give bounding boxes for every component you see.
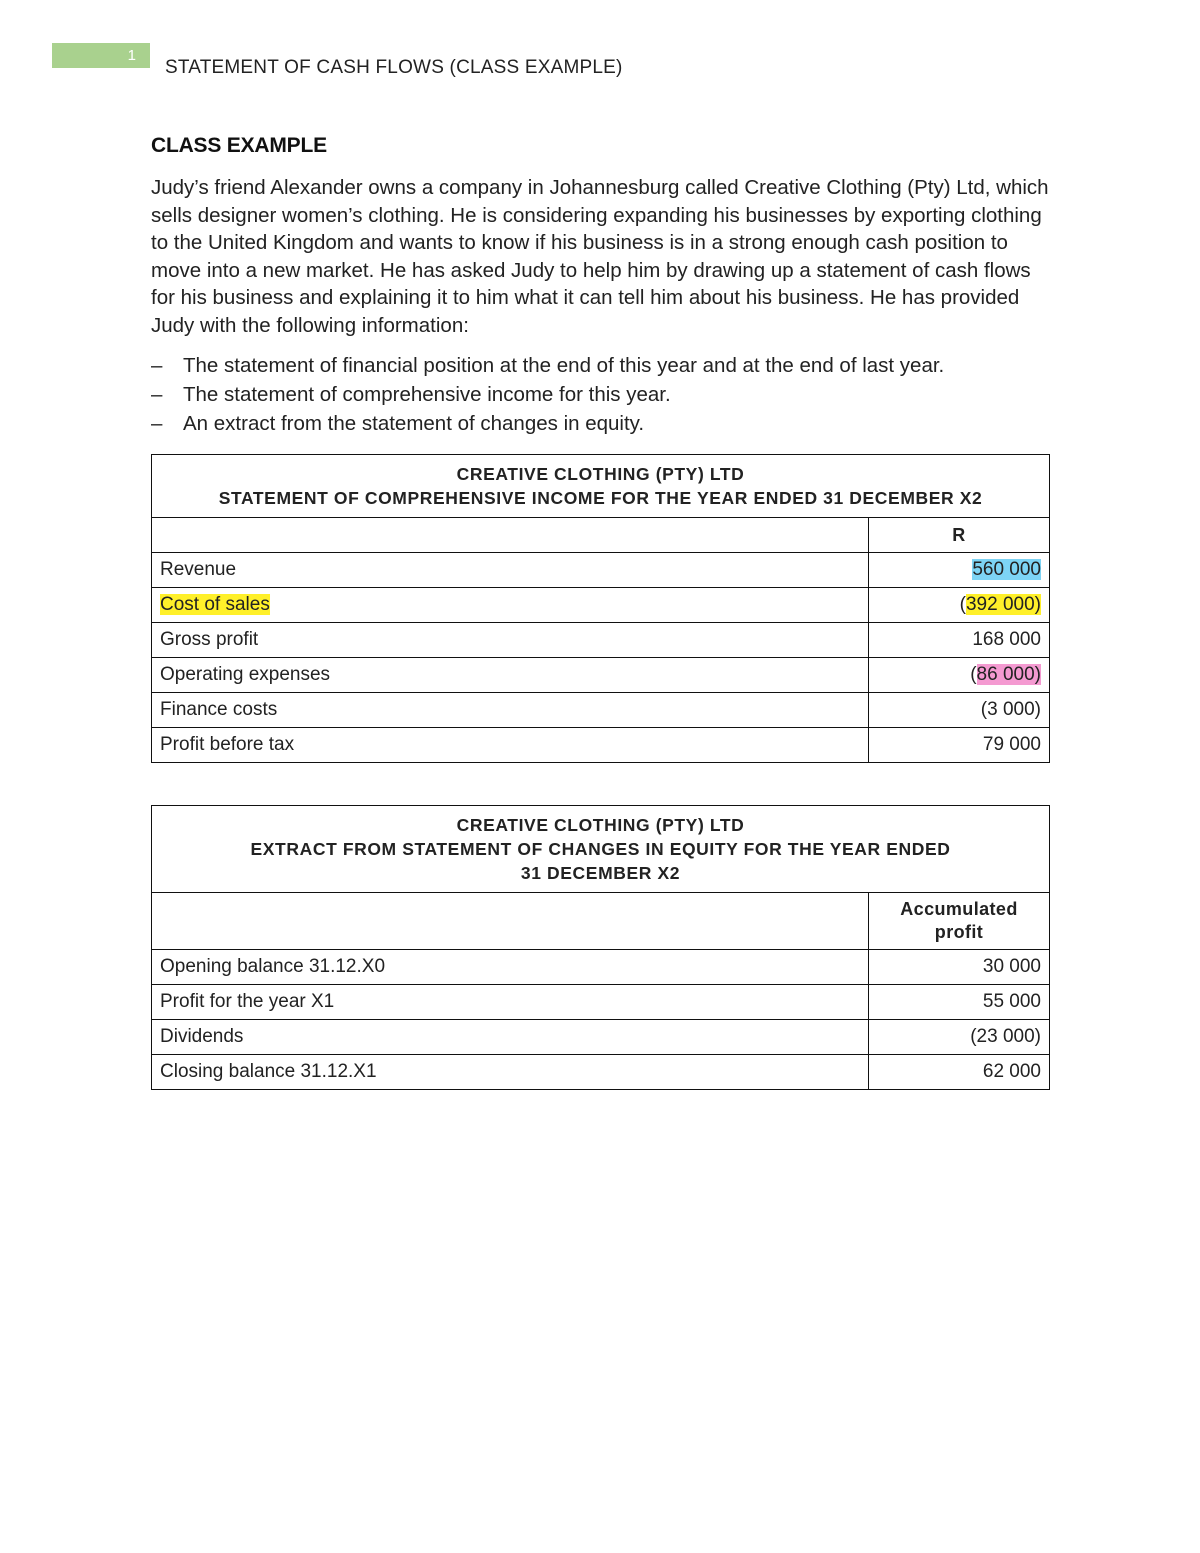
table-row [152,553,1050,588]
amount-paren: ( [970,664,977,685]
row-label: Opening balance 31.12.X0 [152,950,869,985]
statement-title: STATEMENT OF COMPREHENSIVE INCOME FOR THE YEAR ENDED 31 DECEMBER X2 [218,488,983,508]
row-amount [869,553,1050,588]
row-amount: 62 000 [869,1055,1050,1090]
column-header-rand: R [869,518,1050,553]
table-row [152,728,1050,763]
column-header-line: profit [934,922,984,942]
row-amount: (3 000) [869,693,1050,728]
row-label [152,588,869,623]
column-header-blank [152,893,869,950]
table-row [152,658,1050,693]
row-amount: 168 000 [869,623,1050,658]
row-label: Closing balance 31.12.X1 [152,1055,869,1090]
row-label: Gross profit [152,623,869,658]
row-label: Revenue [152,553,869,588]
dash-bullet: – [151,412,163,435]
row-amount [869,658,1050,693]
row-label: Dividends [152,1020,869,1055]
row-amount: 79 000 [869,728,1050,763]
column-header-line: Accumulated [900,899,1018,919]
table-row [152,985,1050,1020]
information-list [151,351,1049,438]
company-name: CREATIVE CLOTHING (PTY) LTD [456,464,745,484]
list-item [151,351,1049,380]
table-row [152,693,1050,728]
highlighted-amount: 560 000 [972,559,1041,580]
list-item-text: An extract from the statement of changes in equity. [183,412,645,435]
table-row [152,950,1050,985]
dash-bullet: – [151,354,163,377]
intro-paragraph: Judy’s friend Alexander owns a company in Johannesburg called Creative Clothing (Pty) Ltd, which sells designer women’s clothing. He is considering expanding his businesses by exporting clothing to the United Kingdom and wants to know if his business is in a strong enough cash position to move into a new market. He has asked Judy to help him by drawing up a statement of cash flows for his business and explaining it to him what it can tell him about his business. He has provided Judy with the following information: [151,176,1049,337]
row-amount: 55 000 [869,985,1050,1020]
income-statement-table [151,454,1050,763]
column-header-accumulated-profit [869,893,1050,950]
row-label: Finance costs [152,693,869,728]
row-label: Operating expenses [152,658,869,693]
amount-paren: ( [959,594,966,615]
list-item-text: The statement of financial position at the end of this year and at the end of last year. [183,354,945,377]
dash-bullet: – [151,383,163,406]
highlighted-label: Cost of sales [160,594,270,615]
row-amount: (23 000) [869,1020,1050,1055]
table-row [152,623,1050,658]
equity-extract-table [151,805,1050,1090]
income-statement-title [152,455,1050,518]
company-name: CREATIVE CLOTHING (PTY) LTD [456,815,745,835]
highlighted-amount: 392 000) [965,594,1041,615]
table-row [152,1020,1050,1055]
row-amount [869,588,1050,623]
page-number-badge: 1 [52,43,150,68]
row-label: Profit before tax [152,728,869,763]
row-label: Profit for the year X1 [152,985,869,1020]
column-header-blank [152,518,869,553]
highlighted-amount: 86 000) [976,664,1041,685]
running-header: STATEMENT OF CASH FLOWS (CLASS EXAMPLE) [165,57,623,78]
document-body [151,134,1049,1090]
table-row [152,588,1050,623]
list-item [151,380,1049,409]
statement-date: 31 DECEMBER X2 [520,863,681,883]
section-heading: CLASS EXAMPLE [151,134,327,157]
row-amount: 30 000 [869,950,1050,985]
equity-extract-title [152,806,1050,893]
list-item-text: The statement of comprehensive income for this year. [183,383,671,406]
list-item [151,409,1049,438]
statement-title: EXTRACT FROM STATEMENT OF CHANGES IN EQUITY FOR THE YEAR ENDED [250,839,951,859]
table-row [152,1055,1050,1090]
